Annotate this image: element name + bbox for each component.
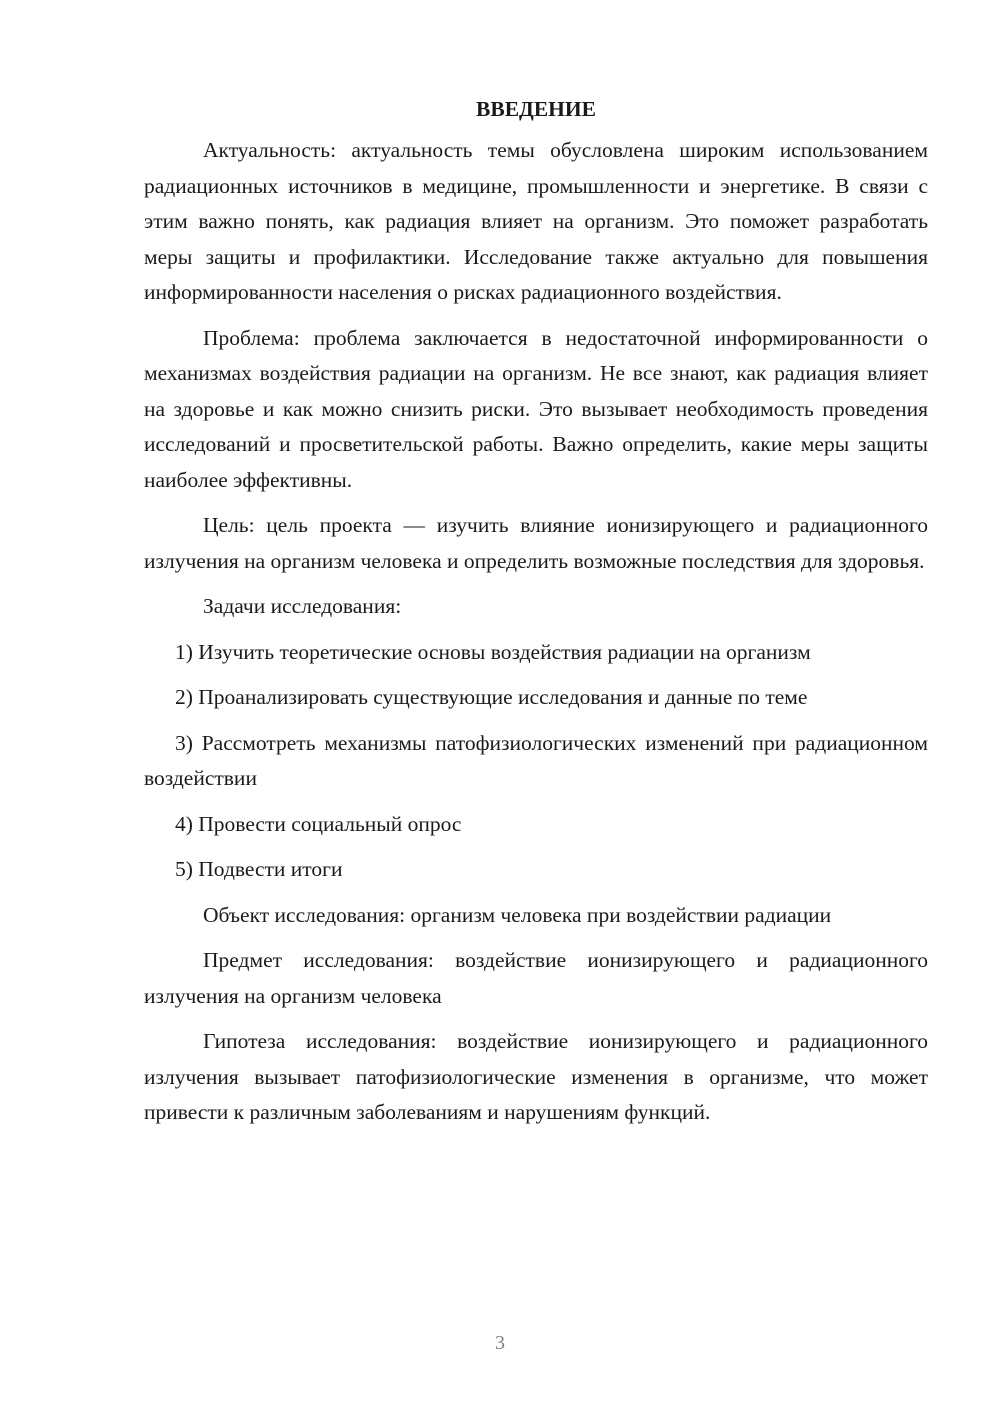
task-item: 5) Подвести итоги — [175, 857, 343, 881]
problem-paragraph: Проблема: проблема заключается в недостаточной информированности о механизмах воздействия радиации на организм. Не все знают, как радиация влияет на здоровье и как можно снизить риски. Это вызывает необходимость проведения исследований и просветительской работы. Важно определить, какие меры защиты наиболее эффективны. — [144, 325, 928, 492]
task-item: 4) Провести социальный опрос — [175, 811, 462, 836]
task-item: 2) Проанализировать существующие исследования и данные по теме — [175, 685, 808, 709]
page-title: ВВЕДЕНИЕ — [476, 97, 596, 121]
relevance-paragraph: Актуальность: актуальность темы обусловлена широким использованием радиационных источников в медицине, промышленности и энергетике. В связи с этим важно понять, как радиация влияет на организм. Это поможет разработать меры защиты и профилактики. Исследование также актуально для повышения информированности населения о рисках радиационного воздействия. — [144, 138, 928, 304]
goal-paragraph: Цель: цель проекта — изучить влияние ионизирующего и радиационного излучения на организм человека и определить возможные последствия для здоровья. — [144, 513, 928, 573]
document-page — [144, 92, 928, 1141]
subject-paragraph: Предмет исследования: воздействие ионизирующего и радиационного излучения на организм человека — [144, 948, 928, 1008]
object-paragraph: Объект исследования: организм человека при воздействии радиации — [203, 902, 832, 927]
tasks-heading: Задачи исследования: — [203, 594, 402, 618]
task-item: 1) Изучить теоретические основы воздействия радиации на организм — [175, 639, 811, 664]
task-item: 3) Рассмотреть механизмы патофизиологических изменений при радиационном воздействии — [144, 730, 928, 790]
page-number: 3 — [495, 1332, 505, 1354]
hypothesis-paragraph: Гипотеза исследования: воздействие ионизирующего и радиационного излучения вызывает патофизиологические изменения в организме, что может привести к различным заболеваниям и нарушениям функций. — [144, 1029, 928, 1124]
